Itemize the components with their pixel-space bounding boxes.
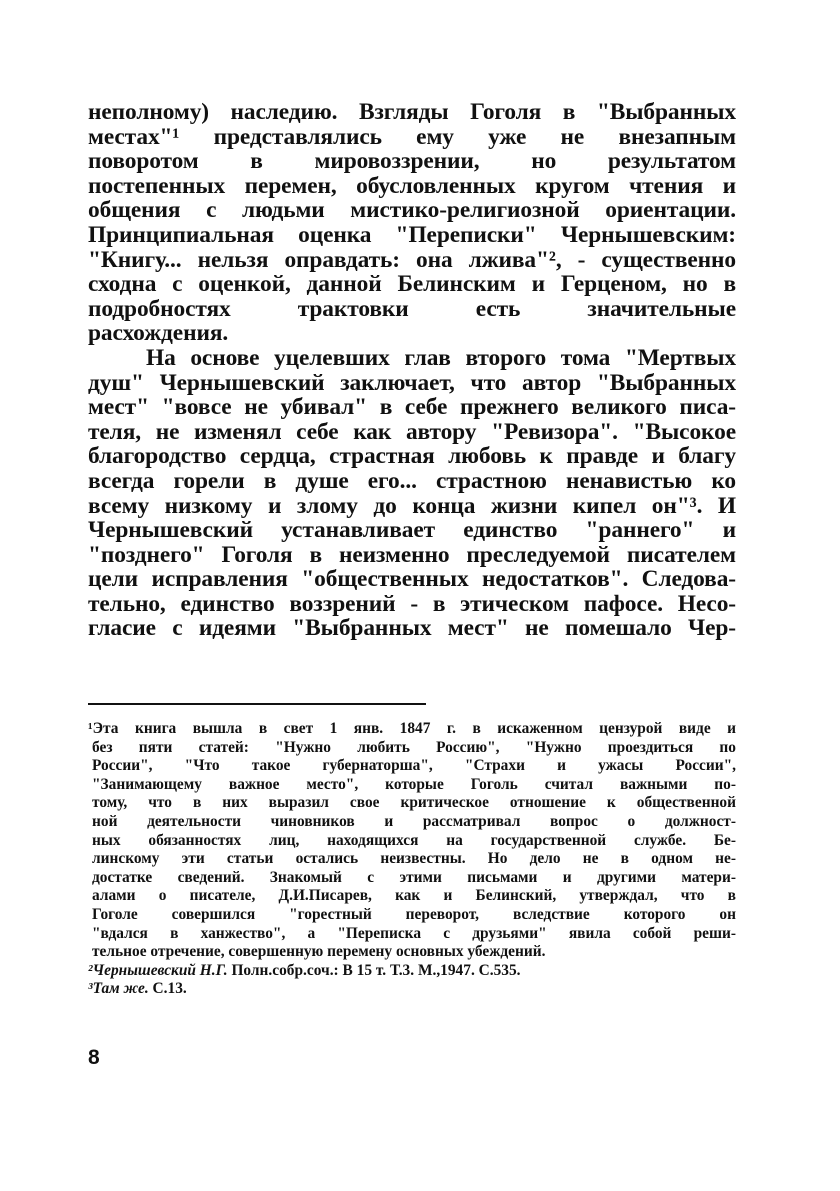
text-line: "Книгу... нельзя оправдать: она лжива"², - существенно xyxy=(88,247,736,273)
footnote-line: России", "Что такое губернаторша", "Страхи и ужасы России", xyxy=(92,757,736,775)
text-line: местах"¹ представлялись ему уже не внезапным xyxy=(88,124,736,150)
text-line: благородство сердца, страстная любовь к правде и благу xyxy=(88,444,736,469)
text-line: расхождения. xyxy=(88,320,229,347)
text-line: всему низкому и злому до конца жизни кипел он"³. И xyxy=(88,493,736,519)
footnote-line: ной деятельности чиновников и рассматривал вопрос о должност- xyxy=(92,812,736,830)
footnote-line: ¹Эта книга вышла в свет 1 янв. 1847 г. в искаженном цензурой виде и xyxy=(88,720,736,737)
text-line: душ" Чернышевский заключает, что автор "Выбранных xyxy=(88,370,736,396)
footnote-2-author: ²Чернышевский Н.Г. xyxy=(88,961,228,979)
footnote-separator xyxy=(88,703,426,705)
text-line: На основе уцелевших глав второго тома "Мертвых xyxy=(146,345,736,371)
footnote-line: тельное отречение, совершенную перемену основных убеждений. xyxy=(92,943,546,961)
footnote-line: достатке сведений. Знакомый с этими письмами и другими матери- xyxy=(92,868,736,886)
footnote-line: алами о писателе, Д.И.Писарев, как и Белинский, утверждал, что в xyxy=(92,887,736,905)
footnote-2-source: Полн.собр.соч.: В 15 т. Т.3. М.,1947. С.535. xyxy=(227,961,521,979)
footnote-line: ных обязанностях лиц, находящихся на государственной службе. Бе- xyxy=(92,831,736,849)
footnote-line: линскому эти статьи остались неизвестны. Но дело не в одном не- xyxy=(92,850,736,868)
text-line: подробностях трактовки есть значительные xyxy=(88,296,736,322)
footnote-line: тому, что в них выразил свое критическое отношение к общественной xyxy=(92,794,736,812)
text-line: мест" "вовсе не убивал" в себе прежнего великого писа- xyxy=(88,395,736,420)
footnote-3-ibid: ³Там же. xyxy=(88,980,149,998)
text-line: "позднего" Гоголя в неизменно преследуемой писателем xyxy=(88,542,736,568)
main-text xyxy=(88,100,736,641)
text-line: всегда горели в душе его... страстною ненавистью ко xyxy=(88,468,736,494)
text-line: гласие с идеями "Выбранных мест" не помешало Чер- xyxy=(88,616,736,642)
text-line: Принципиальная оценка "Переписки" Чернышевским: xyxy=(88,222,736,248)
footnote-line: без пяти статей: "Нужно любить Россию", "Нужно проездиться по xyxy=(92,738,736,756)
text-line: Чернышевский устанавливает единство "раннего" и xyxy=(88,518,736,543)
footnotes xyxy=(88,720,736,999)
footnote-line: "Занимающему важное место", которые Гоголь считал важными по- xyxy=(92,775,736,793)
footnote-line: Гоголе совершился "горестный переворот, вследствие которого он xyxy=(92,905,736,923)
text-line: сходна с оценкой, данной Белинским и Герценом, но в xyxy=(88,272,736,297)
text-line: поворотом в мировоззрении, но результатом xyxy=(88,149,736,174)
text-line: цели исправления "общественных недостатков". Следова- xyxy=(88,567,736,592)
page-number: 8 xyxy=(88,1046,100,1069)
footnote-line: "вдался в ханжество", а "Переписка с друзьями" явила собой реши- xyxy=(92,924,736,942)
footnote-2 xyxy=(88,962,736,981)
footnote-3 xyxy=(88,980,736,999)
text-line: теля, не изменял себе как автору "Ревизора". "Высокое xyxy=(88,419,736,445)
text-line: тельно, единство воззрений - в этическом пафосе. Несо- xyxy=(88,591,736,617)
text-line: общения с людьми мистико-религиозной ориентации. xyxy=(88,198,736,223)
text-line: постепенных перемен, обусловленных кругом чтения и xyxy=(88,173,736,199)
text-line: неполному) наследию. Взгляды Гоголя в "Выбранных xyxy=(88,100,736,125)
footnote-3-page: С.13. xyxy=(148,980,187,998)
